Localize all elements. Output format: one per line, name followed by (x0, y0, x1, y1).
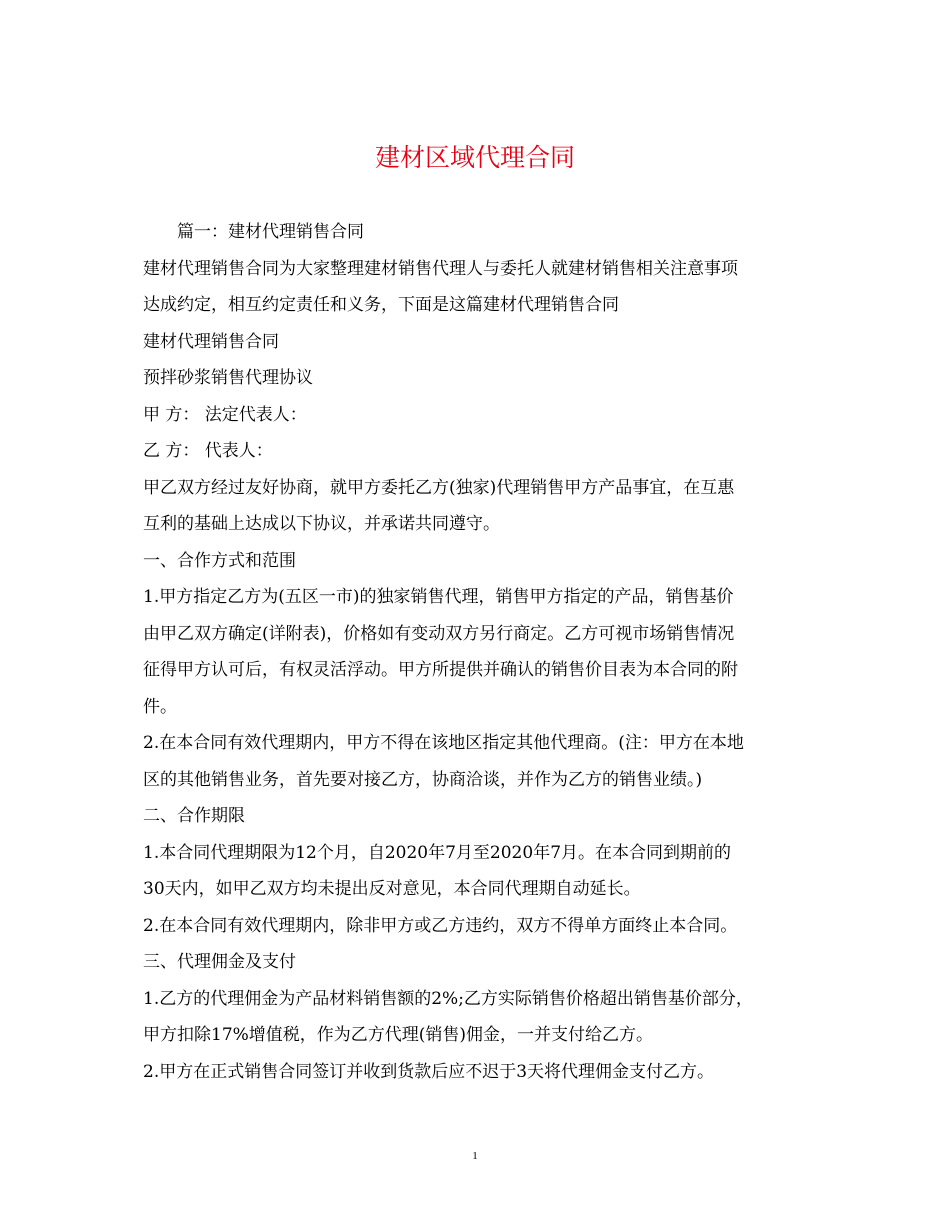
document-title: 建材区域代理合同 (374, 143, 575, 172)
body-line: 甲方扣除17%增值税，作为乙方代理(销售)佣金，一并支付给乙方。 (143, 1025, 654, 1045)
body-line: 建材代理销售合同 (143, 331, 279, 352)
party-a-line: 甲 方： 法定代表人： (143, 404, 307, 425)
body-line: 1.本合同代理期限为12个月，自2020年7月至2020年7月。在本合同到期前的 (143, 842, 732, 863)
body-line: 预拌砂浆销售代理协议 (143, 368, 313, 388)
body-line: 由甲乙双方确定(详附表)，价格如有变动双方另行商定。乙方可视市场销售情况 (143, 623, 735, 644)
section-heading: 篇一：建材代理销售合同 (177, 222, 364, 242)
body-line: 2.在本合同有效代理期内，甲方不得在该地区指定其他代理商。(注：甲方在本地 (143, 733, 744, 753)
clause-heading: 三、代理佣金及支付 (143, 952, 296, 972)
body-line: 甲乙双方经过友好协商，就甲方委托乙方(独家)代理销售甲方产品事宜，在互惠 (143, 477, 735, 498)
body-line: 达成约定，相互约定责任和义务，下面是这篇建材代理销售合同 (143, 295, 619, 315)
body-line: 件。 (143, 696, 177, 717)
body-line: 建材代理销售合同为大家整理建材销售代理人与委托人就建材销售相关注意事项 (143, 258, 738, 279)
page-number: 1 (472, 1150, 478, 1162)
body-line: 30天内，如甲乙双方均未提出反对意见，本合同代理期自动延长。 (143, 879, 641, 899)
document-body (143, 214, 809, 1090)
clause-heading: 二、合作期限 (143, 806, 245, 826)
body-line: 区的其他销售业务，首先要对接乙方，协商洽谈，并作为乙方的销售业绩。) (143, 769, 703, 790)
clause-heading: 一、合作方式和范围 (143, 550, 296, 571)
body-line: 1.甲方指定乙方为(五区一市)的独家销售代理，销售甲方指定的产品，销售基价 (143, 587, 734, 607)
body-line: 1.乙方的代理佣金为产品材料销售额的2%;乙方实际销售价格超出销售基价部分， (143, 988, 753, 1009)
body-line: 2.在本合同有效代理期内，除非甲方或乙方违约，双方不得单方面终止本合同。 (143, 915, 738, 936)
party-b-line: 乙 方： 代表人： (143, 441, 273, 461)
body-line: 征得甲方认可后，有权灵活浮动。甲方所提供并确认的销售价目表为本合同的附 (143, 660, 738, 680)
body-line: 2.甲方在正式销售合同签订并收到货款后应不迟于3天将代理佣金支付乙方。 (143, 1061, 715, 1082)
body-line: 互利的基础上达成以下协议，并承诺共同遵守。 (143, 514, 500, 534)
